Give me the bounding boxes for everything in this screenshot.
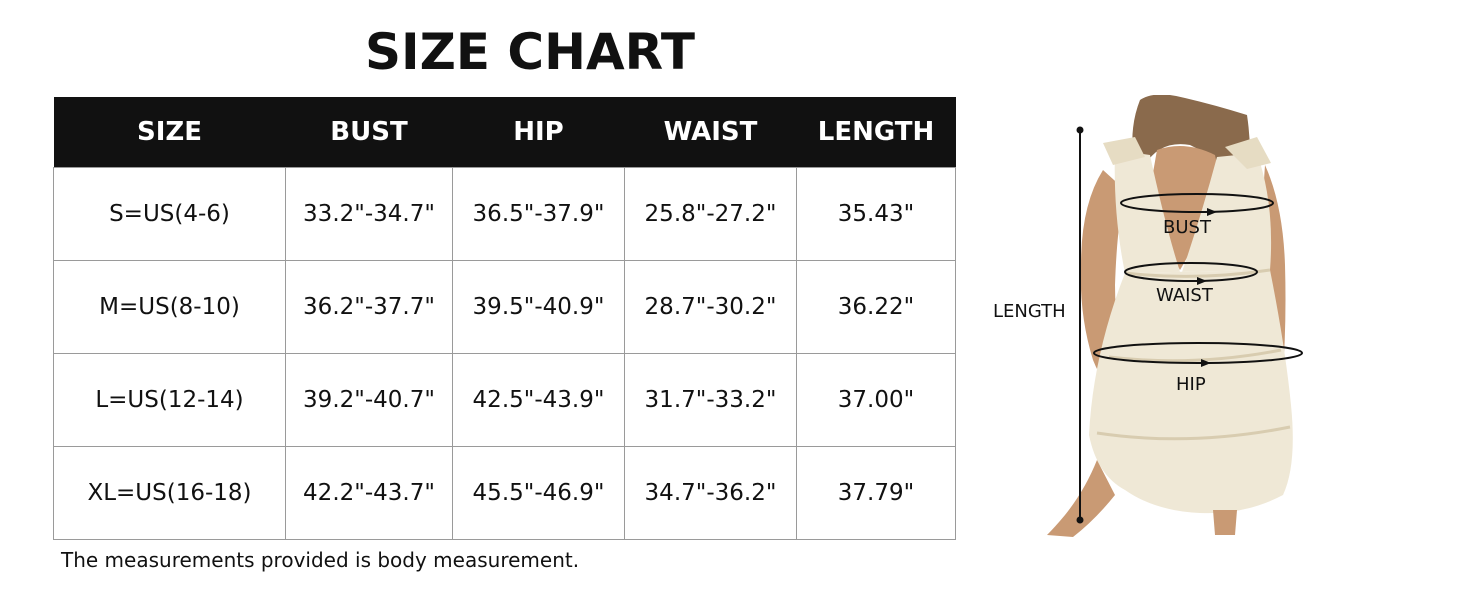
cell-length: 37.00"	[797, 354, 956, 447]
header-bust: BUST	[286, 97, 453, 168]
cell-bust: 33.2"-34.7"	[286, 168, 453, 261]
cell-waist: 25.8"-27.2"	[625, 168, 797, 261]
cell-size: XL=US(16-18)	[54, 447, 286, 540]
cell-waist: 34.7"-36.2"	[625, 447, 797, 540]
table-row	[54, 261, 956, 354]
table-row	[54, 447, 956, 540]
dress-figure	[985, 95, 1325, 545]
cell-size: S=US(4-6)	[54, 168, 286, 261]
cell-bust: 39.2"-40.7"	[286, 354, 453, 447]
waist-label: WAIST	[1156, 285, 1213, 306]
cell-hip: 42.5"-43.9"	[453, 354, 625, 447]
cell-length: 37.79"	[797, 447, 956, 540]
hip-label: HIP	[1176, 374, 1206, 395]
page-title: SIZE CHART	[364, 23, 696, 81]
size-table	[53, 97, 956, 540]
table-row	[54, 168, 956, 261]
cell-bust: 36.2"-37.7"	[286, 261, 453, 354]
cell-waist: 31.7"-33.2"	[625, 354, 797, 447]
cell-waist: 28.7"-30.2"	[625, 261, 797, 354]
header-length: LENGTH	[797, 97, 956, 168]
cell-hip: 36.5"-37.9"	[453, 168, 625, 261]
cell-length: 35.43"	[797, 168, 956, 261]
header-waist: WAIST	[625, 97, 797, 168]
cell-size: L=US(12-14)	[54, 354, 286, 447]
table-row	[54, 354, 956, 447]
length-label: LENGTH	[993, 301, 1066, 322]
right-leg	[1213, 510, 1237, 535]
cell-bust: 42.2"-43.7"	[286, 447, 453, 540]
cell-hip: 39.5"-40.9"	[453, 261, 625, 354]
bust-label: BUST	[1163, 217, 1211, 238]
header-size: SIZE	[54, 97, 286, 168]
cell-length: 36.22"	[797, 261, 956, 354]
cell-hip: 45.5"-46.9"	[453, 447, 625, 540]
length-bottom-dot	[1077, 517, 1084, 524]
cell-size: M=US(8-10)	[54, 261, 286, 354]
length-top-dot	[1077, 127, 1084, 134]
measurement-note: The measurements provided is body measurement.	[61, 548, 580, 572]
header-hip: HIP	[453, 97, 625, 168]
table-header-row	[54, 97, 956, 168]
